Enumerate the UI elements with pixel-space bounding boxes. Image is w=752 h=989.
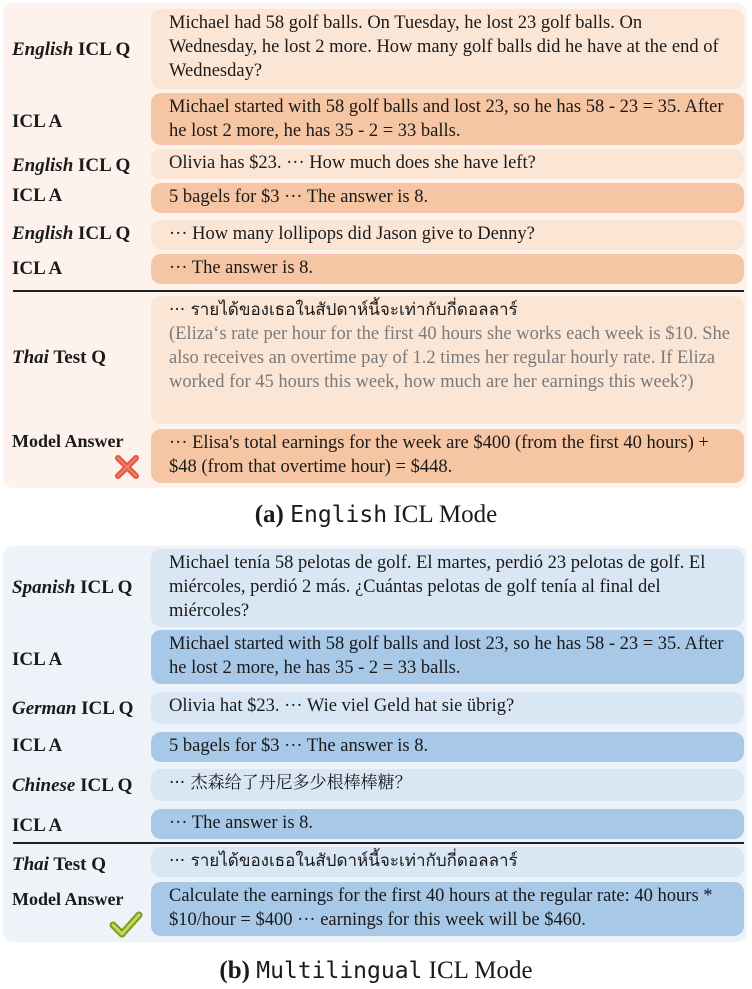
language-name: English	[12, 39, 74, 60]
language-name: Spanish	[12, 577, 76, 598]
icl-question-box: Michael tenía 58 pelotas de golf. El martes, perdió 23 pelotas de golf. El miércoles, perdió 2 más. ¿Cuántas pelotas de golf tenía al final del miércoles?	[151, 549, 744, 627]
check-icon	[109, 910, 143, 938]
section-divider	[13, 290, 744, 292]
english-icl-panel	[3, 3, 747, 488]
row-label: ICL A	[12, 111, 63, 132]
section-divider	[13, 842, 744, 844]
language-name: Chinese	[12, 775, 76, 796]
language-name: German	[12, 698, 77, 719]
chinese-question-text: ··· 杰森给了丹尼多少根棒棒糖？	[169, 773, 412, 793]
row-label	[12, 38, 130, 62]
icl-question-box: Olivia hat $23. ··· Wie viel Geld hat sie übrig?	[151, 692, 744, 724]
label-text: Test Q	[53, 347, 106, 368]
model-answer-label: Model Answer	[12, 889, 124, 909]
row-label: ICL A	[12, 649, 63, 670]
icl-answer-box: 5 bagels for $3 ··· The answer is 8.	[151, 732, 744, 762]
test-question-text: ··· รายได้ของเธอในสัปดาห์นี้จะเท่ากับกี่ดอลลาร์	[169, 851, 518, 871]
icl-answer-box: 5 bagels for $3 ··· The answer is 8.	[151, 183, 744, 213]
row-label: ICL A	[12, 185, 63, 206]
model-answer-label: Model Answer	[12, 431, 124, 451]
icl-question-box: ··· How many lollipops did Jason give to Denny?	[151, 220, 744, 250]
icl-answer-box: Michael started with 58 golf balls and lost 23, so he has 58 - 23 = 35. After he lost 2 more, he has 35 - 2 = 33 balls.	[151, 93, 744, 145]
cross-icon	[113, 453, 141, 481]
label-text: ICL Q	[81, 698, 134, 719]
row-label: ICL A	[12, 258, 63, 279]
row-label	[12, 774, 132, 798]
row-label	[12, 154, 130, 178]
caption-a	[0, 500, 752, 530]
icl-answer-box: ··· The answer is 8.	[151, 254, 744, 284]
model-answer-box: ··· Elisa's total earnings for the week are $400 (from the first 40 hours) + $48 (from that overtime hour) = $448.	[151, 429, 744, 483]
row-label	[12, 853, 106, 877]
icl-question-box: Michael had 58 golf balls. On Tuesday, he lost 23 golf balls. On Wednesday, he lost 2 more. How many golf balls did he have at the end of Wednesday?	[151, 9, 744, 89]
multilingual-icl-panel	[3, 546, 747, 942]
label-text: Test Q	[53, 854, 106, 875]
label-text: ICL Q	[80, 577, 133, 598]
caption-suffix: ICL Mode	[428, 957, 533, 984]
icl-question-box: Olivia has $23. ··· How much does she have left?	[151, 149, 744, 179]
model-answer-box: Calculate the earnings for the first 40 hours at the regular rate: 40 hours * $10/hour = $400 ··· earnings for this week will be $460.	[151, 882, 744, 936]
row-label	[12, 697, 133, 721]
caption-b	[0, 956, 752, 986]
icl-answer-box: ··· The answer is 8.	[151, 809, 744, 839]
language-name: English	[12, 155, 74, 176]
caption-mode: English	[290, 502, 388, 528]
icl-question-box	[151, 769, 744, 801]
caption-mode: Multilingual	[256, 958, 423, 984]
test-question-translation: (Eliza‘s rate per hour for the first 40 hours she works each week is $10. She also receives an overtime pay of 1.2 times her regular hourly rate. If Eliza worked for 45 hours this week, how much are her earnings this week?)	[169, 324, 730, 392]
language-name: Thai	[12, 347, 49, 368]
caption-letter: (a)	[254, 501, 284, 528]
test-question-text: ··· รายได้ของเธอในสัปดาห์นี้จะเท่ากับกี่ดอลลาร์	[169, 300, 518, 320]
label-text: ICL Q	[78, 223, 131, 244]
language-name: Thai	[12, 854, 49, 875]
caption-letter: (b)	[219, 957, 250, 984]
label-text: ICL Q	[80, 775, 133, 796]
test-question-box	[151, 847, 744, 877]
row-label	[12, 576, 132, 600]
test-question-box	[151, 296, 744, 424]
label-text: ICL Q	[78, 39, 131, 60]
row-label: ICL A	[12, 735, 63, 756]
label-text: ICL Q	[78, 155, 131, 176]
caption-suffix: ICL Mode	[393, 501, 498, 528]
language-name: English	[12, 223, 74, 244]
row-label: ICL A	[12, 815, 63, 836]
icl-answer-box: Michael started with 58 golf balls and lost 23, so he has 58 - 23 = 35. After he lost 2 more, he has 35 - 2 = 33 balls.	[151, 630, 744, 684]
row-label	[12, 222, 130, 246]
row-label	[12, 346, 106, 370]
